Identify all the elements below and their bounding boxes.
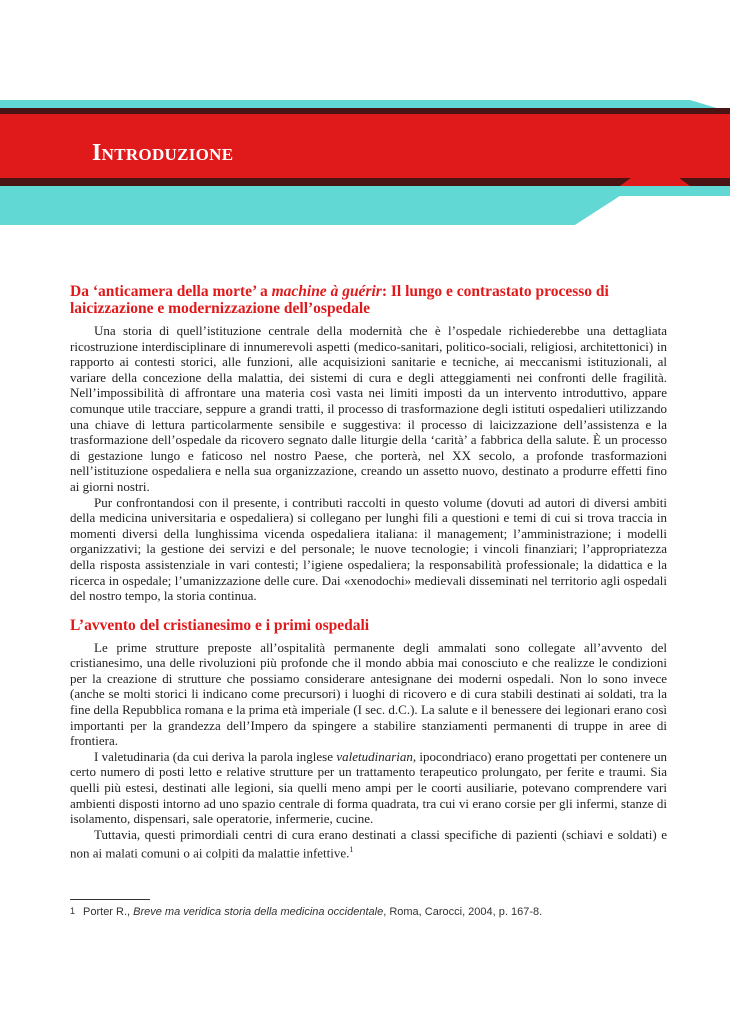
- footnote: $^1$ Porter R., Breve ma veridica storia della medicina occidentale, Roma, Carocci, 2004, p. 167-8.: [70, 906, 543, 918]
- paragraph: Una storia di quell’istituzione centrale della modernità che è l’ospedale richiederebbe una dettagliata ricostruzione interdisciplinare di innumerevoli aspetti (medico-sanitari, politico-sociali, religiosi, architettonici) in rapporto ai contesti storici, alle funzioni, alle acquisizioni sanitarie e tecniche, ai meccanismi istituzionali, al variare della concezione della malattia, dei sistemi di cura e degli atteggiamenti nei confronti delle fragilità. Nell’impossibilità di affrontare una materia così vasta nei limiti imposti da un intervento introduttivo, appare comunque utile tracciare, seppure a grandi tratti, il processo di trasformazione degli istituti ospedalieri utilizzando una chiave di lettura particolarmente sensibile e suggestiva: il processo di laicizzazione dell’assistenza e la trasformazione dell’ospedale da ricovero segnato dalle liturgie della ‘carità’ a fabbrica della salute. È un processo di gestazione lungo e faticoso nel nostro Paese, che porterà, nel XX secolo, a profonde trasformazioni nell’istituzione ospedaliera e nella sua organizzazione, creando un assetto nuovo, destinato a produrre effetti fino ai giorni nostri.: [70, 323, 667, 494]
- paragraph: I valetudinaria (da cui deriva la parola inglese valetudinarian, ipocondriaco) erano progettati per contenere un certo numero di posti letto e relative strutture per un trattamento terapeutico prolungato, per ferite e traumi. Sia quelli più estesi, destinati alle legioni, sia quelli meno ampi per le coorti ausiliarie, potevano comprendere vari ambienti disposti intorno ad uno spazio centrale di forma quadrata, tra cui vi erano corsie per gli infermi, stanze di isolamento, dispensari, sale operatorie, infermerie, cucine.: [70, 748, 667, 827]
- paragraph: Le prime strutture preposte all’ospitalità permanente degli ammalati sono collegate all’avvento del cristianesimo, una delle rivoluzioni più profonde che il mondo abbia mai conosciuto e che realizze le condizioni per la creazione di strutture che possiamo considerare antesignane dei moderni ospedali. Non lo sono invece (anche se molti storici li indicano come precursori) i luoghi di ricovero e di cura stabili destinati ai soldati, tra la fine della Repubblica romana e la prima età imperiale (I sec. d.C.). La salute e il benessere dei legionari erano così importanti per la grandezza dell’Impero da spingere a stabilire stanziamenti permanenti di truppe in aree di frontiera.: [70, 639, 667, 749]
- page-title: Introduzione: [92, 140, 234, 166]
- banner-cyan-lower: [0, 186, 730, 196]
- main-content: [70, 283, 667, 861]
- footnote-divider: [70, 899, 150, 900]
- banner-dark-stripe-bottom: [0, 178, 730, 186]
- paragraph: Pur confrontandosi con il presente, i contributi raccolti in questo volume (dovuti ad autori di diversi ambiti della medicina universitaria e ospedaliera) si collegano per lunghi fili a questioni e temi di cui si trova traccia in momenti diversi della lunghissima vicenda ospedaliera italiana: il management; l’amministrazione; i modelli organizzativi; la gestione dei servizi e del personale; le nuove tecnologie; i vincoli finanziari; l’appropriatezza della risposta assistenziale in vari contesti; l’igiene ospedaliera; la responsabilità professionale; la didattica e la ricerca in ospedale; l’umanizzazione delle cure. Dai «xenodochi» medievali disseminati nel territorio agli ospedali del nostro tempo, la storia continua.: [70, 494, 667, 604]
- footnote-ref[interactable]: 1: [349, 845, 354, 855]
- section-heading-1: Da ‘anticamera della morte’ a machine à guérir: Il lungo e contrastato processo di laicizzazione e modernizzazione dell’ospedale: [70, 283, 609, 317]
- paragraph: Tuttavia, questi primordiali centri di cura erano destinati a classi specifiche di pazienti (schiavi e soldati) e non ai malati comuni o ai colpiti da malattie infettive.$^1$: [70, 826, 667, 861]
- section-heading-2: L’avvento del cristianesimo e i primi ospedali: [70, 616, 370, 634]
